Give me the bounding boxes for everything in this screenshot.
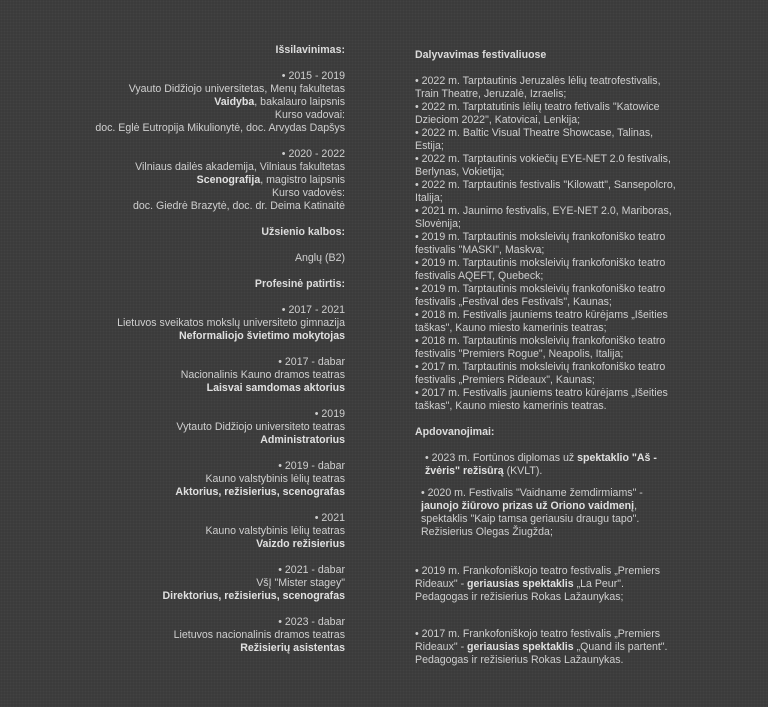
festival-item: • 2017 m. Festivalis jauniems teatro kūrėjams „Išeities taškas", Kauno miesto kamerinis teatras.	[415, 387, 668, 412]
award-item	[415, 452, 680, 478]
education-institution: Vyauto Didžiojo universitetas, Menų fakultetas	[128, 83, 345, 95]
languages-value: Anglų (B2)	[294, 252, 345, 264]
left-column	[40, 44, 345, 655]
career-organization: Kauno valstybinis lėlių teatras	[205, 525, 345, 537]
career-role: Aktorius, režisierius, scenografas	[175, 486, 345, 498]
career-years: • 2017 - dabar	[278, 356, 345, 368]
career-organization: Vytauto Didžiojo universiteto teatras	[176, 421, 345, 433]
career-role: Direktorius, režisierius, scenografas	[162, 590, 345, 602]
supervisors-label: Kurso vadovės:	[271, 187, 345, 199]
career-organization: Kauno valstybinis lėlių teatras	[205, 473, 345, 485]
career-organization: VšĮ "Mister stagey"	[256, 577, 345, 589]
career-years: • 2019	[314, 408, 345, 420]
career-entry	[40, 356, 345, 395]
degree-name: Scenografija	[196, 174, 261, 186]
festival-item: • 2022 m. Tarptatutinis lėlių teatro fetivalis "Katowice Dzieciom 2022", Katovicai, Lenkija;	[415, 101, 660, 126]
festivals-heading: Dalyvavimas festivaliuose	[415, 49, 547, 61]
education-years: • 2015 - 2019	[281, 70, 345, 82]
languages-heading: Užsienio kalbos:	[261, 226, 345, 238]
award-text: „La Peur". Pedagogas ir režisierius Rokas Lažaunykas;	[415, 578, 624, 603]
award-item	[415, 628, 680, 667]
supervisors: doc. Eglė Eutropija Mikulionytė, doc. Arvydas Dapšys	[95, 122, 345, 134]
career-years: • 2019 - dabar	[278, 460, 345, 472]
award-text: „Quand ils partent". Pedagogas ir režisierius Rokas Lažaunykas.	[415, 641, 668, 666]
festival-item: • 2022 m. Tarptautinis vokiečių EYE-NET 2.0 festivalis, Berlynas, Vokietija;	[415, 153, 671, 178]
festival-item: • 2019 m. Tarptautinis moksleivių frankofoniško teatro festivalis AQEFT, Quebeck;	[415, 257, 666, 282]
awards-heading: Apdovanojimai:	[415, 426, 495, 438]
award-text: • 2019 m. Frankofoniškojo teatro festivalis „Premiers Rideaux" -	[415, 565, 661, 590]
career-organization: Lietuvos sveikatos mokslų universiteto gimnazija	[117, 317, 345, 329]
education-years: • 2020 - 2022	[281, 148, 345, 160]
career-organization: Lietuvos nacionalinis dramos teatras	[173, 629, 345, 641]
award-highlight: spektaklio "Aš - žvėris" režisūrą	[425, 452, 657, 477]
award-item	[415, 565, 680, 604]
festival-item: • 2022 m. Tarptautinis festivalis "Kilowatt", Sansepolcro, Italija;	[415, 179, 676, 204]
career-role: Laisvai samdomas aktorius	[206, 382, 345, 394]
supervisors-label: Kurso vadovai:	[274, 109, 345, 121]
festival-item: • 2019 m. Tarptautinis moksleivių frankofoniško teatro festivalis „Festival des Festivals", Kaunas;	[415, 283, 666, 308]
award-highlight: jaunojo žiūrovo prizas už Oriono vaidmenį	[421, 500, 635, 512]
education-institution: Vilniaus dailės akademija, Vilniaus fakultetas	[135, 161, 345, 173]
award-item	[415, 487, 680, 539]
career-years: • 2023 - dabar	[278, 616, 345, 628]
career-entry	[40, 512, 345, 551]
career-entry	[40, 408, 345, 447]
career-role: Neformaliojo švietimo mokytojas	[178, 330, 345, 342]
festival-item: • 2021 m. Jaunimo festivalis, EYE-NET 2.0, Mariboras, Slovėnija;	[415, 205, 672, 230]
career-role: Režisierių asistentas	[240, 642, 345, 654]
career-years: • 2017 - 2021	[281, 304, 345, 316]
award-highlight: geriausias spektaklis	[467, 641, 574, 653]
festival-item: • 2018 m. Tarptautinis moksleivių frankofoniško teatro festivalis "Premiers Rogue", Neapolis, Italija;	[415, 335, 666, 360]
right-column	[415, 49, 680, 667]
festival-item: • 2017 m. Tarptautinis moksleivių frankofoniško teatro festivalis „Premiers Rideaux", Kaunas;	[415, 361, 666, 386]
award-text: • 2023 m. Fortūnos diplomas už	[425, 452, 578, 464]
degree-type: , magistro laipsnis	[260, 174, 345, 186]
education-entry	[40, 148, 345, 213]
education-heading: Išsilavinimas:	[275, 44, 345, 56]
career-role: Vaizdo režisierius	[256, 538, 345, 550]
career-years: • 2021	[314, 512, 345, 524]
festival-item: • 2019 m. Tarptautinis moksleivių frankofoniško teatro festivalis "MASKI", Maskva;	[415, 231, 666, 256]
education-entry	[40, 70, 345, 135]
education-degree	[40, 174, 345, 187]
award-highlight: geriausias spektaklis	[467, 578, 574, 590]
festival-item: • 2022 m. Tarptautinis Jeruzalės lėlių teatrofestivalis, Train Theatre, Jeruzalė, Izraelis;	[415, 75, 661, 100]
festival-item: • 2018 m. Festivalis jauniems teatro kūrėjams „Išeities taškas", Kauno miesto kamerinis teatras;	[415, 309, 668, 334]
career-entry	[40, 616, 345, 655]
career-years: • 2021 - dabar	[278, 564, 345, 576]
award-text: (KVLT).	[503, 465, 543, 477]
festival-item: • 2022 m. Baltic Visual Theatre Showcase, Talinas, Estija;	[415, 127, 654, 152]
career-organization: Nacionalinis Kauno dramos teatras	[180, 369, 345, 381]
career-role: Administratorius	[260, 434, 345, 446]
career-heading: Profesinė patirtis:	[254, 278, 345, 290]
career-entry	[40, 304, 345, 343]
career-entry	[40, 564, 345, 603]
education-degree	[40, 96, 345, 109]
award-text: • 2017 m. Frankofoniškojo teatro festivalis „Premiers Rideaux" -	[415, 628, 661, 653]
career-entry	[40, 460, 345, 499]
award-text: • 2020 m. Festivalis "Vaidname žemdirmiams" -	[421, 487, 643, 499]
award-text: , spektaklis "Kaip tamsa geriausiu draugu tapo". Režisierius Olegas Žiugžda;	[421, 500, 640, 538]
degree-name: Vaidyba	[214, 96, 255, 108]
degree-type: , bakalauro laipsnis	[254, 96, 345, 108]
supervisors: doc. Giedrė Brazytė, doc. dr. Deima Katinaitė	[133, 200, 345, 212]
